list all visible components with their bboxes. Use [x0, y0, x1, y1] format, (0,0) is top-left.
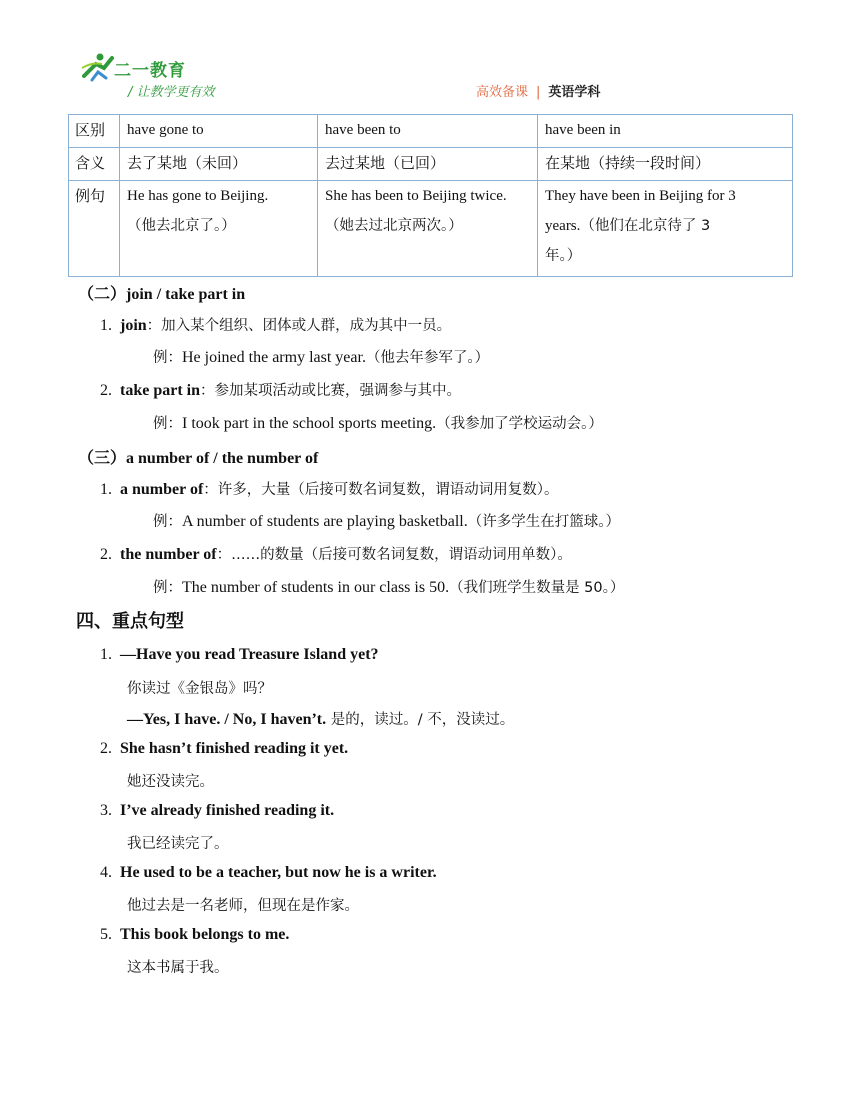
section-2-title: join / take part in	[126, 286, 246, 303]
example-cn: （我参加了学校运动会。）	[436, 416, 603, 432]
item-number: 2.	[100, 382, 112, 399]
table-header-cell: 含义	[69, 148, 120, 181]
example-en: The number of students in our class is 50.	[182, 579, 450, 596]
section-3-heading	[78, 445, 318, 468]
header-subject	[476, 81, 600, 100]
definition: ：……的数量（后接可数名词复数，谓语动词用单数）。	[216, 547, 572, 563]
example-line	[153, 346, 489, 367]
example-cn: （他们在北京待了 3	[580, 218, 711, 234]
table-cell	[538, 181, 793, 277]
brand-slogan: / 让教学更有效	[128, 85, 215, 100]
example-label: 例：	[153, 350, 182, 366]
example-cn: （她去过北京两次。）	[325, 218, 463, 234]
sentence-en: —Have you read Treasure Island yet?	[120, 646, 379, 663]
example-cn: （他去年参军了。）	[365, 350, 490, 366]
example-en: He has gone to Beijing.	[127, 188, 269, 204]
term: the number of	[120, 546, 217, 563]
sentence-en: This book belongs to me.	[120, 926, 290, 943]
table-row	[69, 148, 793, 181]
sentence-en: She hasn’t finished reading it yet.	[120, 740, 349, 757]
example-label: 例：	[153, 416, 182, 432]
list-item	[86, 314, 451, 335]
comparison-table	[68, 114, 793, 277]
list-item	[86, 802, 334, 820]
item-number: 1.	[100, 646, 112, 663]
reply-cn: 是的，读过。/ 不，没读过。	[326, 712, 515, 728]
page-header	[0, 0, 860, 112]
table-row	[69, 115, 793, 148]
example-cn: （许多学生在打篮球。）	[467, 514, 620, 530]
list-item	[86, 478, 559, 499]
example-label: 例：	[153, 580, 182, 596]
section-3-title: a number of / the number of	[126, 450, 319, 467]
example-label: 例：	[153, 514, 182, 530]
term: a number of	[120, 481, 204, 498]
sentence-en: I’ve already finished reading it.	[120, 802, 335, 819]
sentence-cn: 你读过《金银岛》吗？	[127, 681, 272, 697]
section-2-prefix: （二）	[78, 284, 127, 303]
item-number: 1.	[100, 317, 112, 334]
example-cn-cont: 年。）	[545, 248, 582, 264]
table-cell: have gone to	[120, 115, 318, 148]
section-4-heading: 四、重点句型	[76, 611, 184, 632]
example-en: A number of students are playing basketball.	[182, 513, 468, 530]
table-cell	[318, 181, 538, 277]
definition: ：许多，大量（后接可数名词复数，谓语动词用复数）。	[203, 482, 559, 498]
item-number: 2.	[100, 740, 112, 757]
header-label-subject: 英语学科	[548, 85, 601, 100]
reply-en: —Yes, I have. / No, I haven’t.	[127, 711, 327, 728]
section-3-prefix: （三）	[78, 448, 127, 467]
table-cell: have been in	[538, 115, 793, 148]
header-label-prep: 高效备课	[476, 85, 529, 100]
list-item	[86, 740, 348, 758]
sentence-en: He used to be a teacher, but now he is a writer.	[120, 864, 437, 881]
example-line	[153, 576, 624, 597]
reply-line	[127, 708, 514, 729]
table-header-cell: 区别	[69, 115, 120, 148]
header-separator: |	[536, 85, 541, 100]
table-cell: 在某地（持续一段时间）	[538, 148, 793, 181]
example-mixed	[545, 211, 785, 241]
table-cell: have been to	[318, 115, 538, 148]
sentence-cn: 她还没读完。	[127, 774, 214, 790]
list-item	[86, 379, 461, 400]
term: join	[120, 317, 147, 334]
table-cell: 去过某地（已回）	[318, 148, 538, 181]
item-number: 4.	[100, 864, 112, 881]
term: take part in	[120, 382, 200, 399]
section-2-heading	[78, 281, 245, 304]
example-en: He joined the army last year.	[182, 349, 366, 366]
example-cn: （我们班学生数量是 50。）	[449, 580, 625, 596]
list-item	[86, 543, 572, 564]
list-item	[86, 864, 437, 882]
item-number: 1.	[100, 481, 112, 498]
sentence-cn: 我已经读完了。	[127, 836, 229, 852]
example-line	[153, 510, 620, 531]
definition: ：参加某项活动或比赛，强调参与其中。	[200, 383, 461, 399]
item-number: 5.	[100, 926, 112, 943]
example-en-cont: years.	[545, 218, 581, 234]
sentence-cn: 这本书属于我。	[127, 960, 229, 976]
item-number: 2.	[100, 546, 112, 563]
list-item	[86, 926, 289, 944]
table-header-cell: 例句	[69, 181, 120, 277]
table-cell: 去了某地（未回）	[120, 148, 318, 181]
example-cn: （他去北京了。）	[127, 218, 236, 234]
list-item	[86, 646, 379, 664]
example-line	[153, 412, 603, 433]
table-row	[69, 181, 793, 277]
brand-name: 二一教育	[114, 61, 186, 81]
definition: ：加入某个组织、团体或人群，成为其中一员。	[146, 318, 452, 334]
table-cell	[120, 181, 318, 277]
sentence-cn: 他过去是一名老师，但现在是作家。	[127, 898, 359, 914]
item-number: 3.	[100, 802, 112, 819]
example-en: She has been to Beijing twice.	[325, 188, 507, 204]
example-en: They have been in Beijing for 3	[545, 188, 736, 204]
example-en: I took part in the school sports meeting.	[182, 415, 437, 432]
